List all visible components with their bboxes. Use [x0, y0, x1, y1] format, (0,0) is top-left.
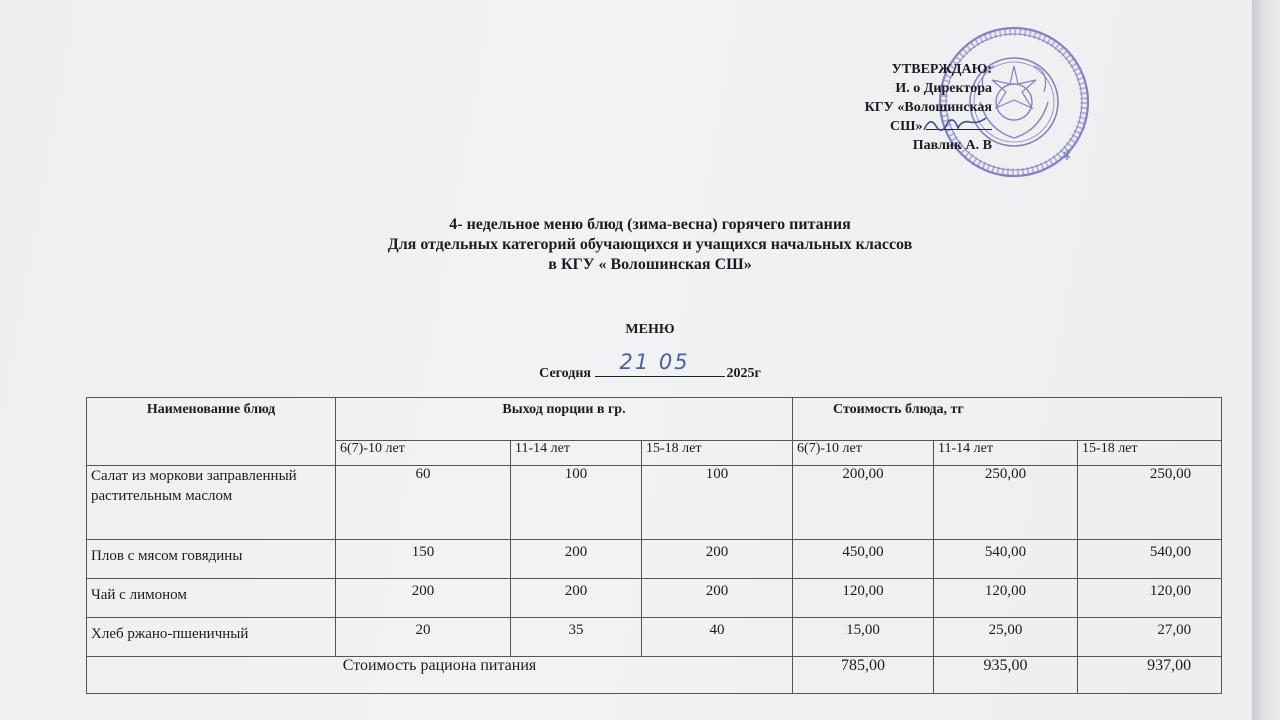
portion-cell: 100: [642, 466, 793, 540]
total-cell: 935,00: [934, 657, 1078, 694]
portion-cell: 200: [511, 540, 642, 579]
total-row: [87, 657, 1222, 694]
header-age-portion: 11-14 лет: [511, 441, 642, 466]
header-dish-cost: Стоимость блюда, тг: [793, 398, 1222, 441]
document-title: [0, 215, 1280, 275]
approval-name: Павлик А. В: [912, 138, 992, 153]
title-line-3: в КГУ « Волошинская СШ»: [548, 256, 752, 273]
dish-name: Хлеб ржано-пшеничный: [87, 618, 336, 657]
portion-cell: 20: [336, 618, 511, 657]
cost-cell: 120,00: [934, 579, 1078, 618]
approval-position: И. о Директора: [895, 81, 992, 96]
total-cell: 785,00: [793, 657, 934, 694]
approval-heading: УТВЕРЖДАЮ:: [891, 62, 992, 77]
cost-cell: 250,00: [1078, 466, 1222, 540]
title-line-1: 4- недельное меню блюд (зима-весна) горячего питания: [449, 216, 851, 233]
table-row: [87, 466, 1222, 540]
cost-cell: 120,00: [1078, 579, 1222, 618]
portion-cell: 200: [642, 579, 793, 618]
title-line-2: Для отдельных категорий обучающихся и учащихся начальных классов: [387, 236, 913, 253]
cost-cell: 200,00: [793, 466, 934, 540]
header-age-portion: 15-18 лет: [642, 441, 793, 466]
menu-table: [86, 397, 1222, 694]
header-portion-output: Выход порции в гр.: [336, 398, 793, 441]
portion-cell: 200: [642, 540, 793, 579]
handwritten-date: 21 05: [619, 350, 690, 374]
header-dish-name: Наименование блюд: [87, 398, 336, 466]
header-age-portion: 6(7)-10 лет: [336, 441, 511, 466]
date-field: [595, 350, 725, 377]
portion-cell: 35: [511, 618, 642, 657]
table-row: [87, 618, 1222, 657]
menu-heading: МЕНЮ: [625, 322, 675, 337]
header-age-cost: 6(7)-10 лет: [793, 441, 934, 466]
portion-cell: 200: [511, 579, 642, 618]
date-year: 2025г: [726, 366, 761, 381]
total-cell: 937,00: [1078, 657, 1222, 694]
cost-cell: 27,00: [1078, 618, 1222, 657]
cost-cell: 15,00: [793, 618, 934, 657]
cost-cell: 540,00: [934, 540, 1078, 579]
cost-cell: 450,00: [793, 540, 934, 579]
approval-block: [752, 60, 992, 155]
cost-cell: 540,00: [1078, 540, 1222, 579]
portion-cell: 100: [511, 466, 642, 540]
portion-cell: 60: [336, 466, 511, 540]
portion-cell: 40: [642, 618, 793, 657]
page-edge: [1252, 0, 1280, 720]
portion-cell: 150: [336, 540, 511, 579]
portion-cell: 200: [336, 579, 511, 618]
header-age-cost: 11-14 лет: [934, 441, 1078, 466]
approval-organization-cont: СШ»: [752, 117, 992, 136]
date-label: Сегодня: [539, 366, 591, 381]
dish-name: Плов с мясом говядины: [87, 540, 336, 579]
table-row: [87, 579, 1222, 618]
date-line: [0, 350, 1280, 382]
header-age-cost: 15-18 лет: [1078, 441, 1222, 466]
handwritten-signature-icon: [920, 112, 990, 136]
table-row: [87, 540, 1222, 579]
dish-name: Чай с лимоном: [87, 579, 336, 618]
cost-cell: 120,00: [793, 579, 934, 618]
approval-organization: КГУ «Волошинская: [864, 100, 992, 115]
cost-cell: 25,00: [934, 618, 1078, 657]
dish-name: Салат из моркови заправленный растительным маслом: [87, 466, 336, 540]
total-label: Стоимость рациона питания: [87, 657, 793, 694]
cost-cell: 250,00: [934, 466, 1078, 540]
